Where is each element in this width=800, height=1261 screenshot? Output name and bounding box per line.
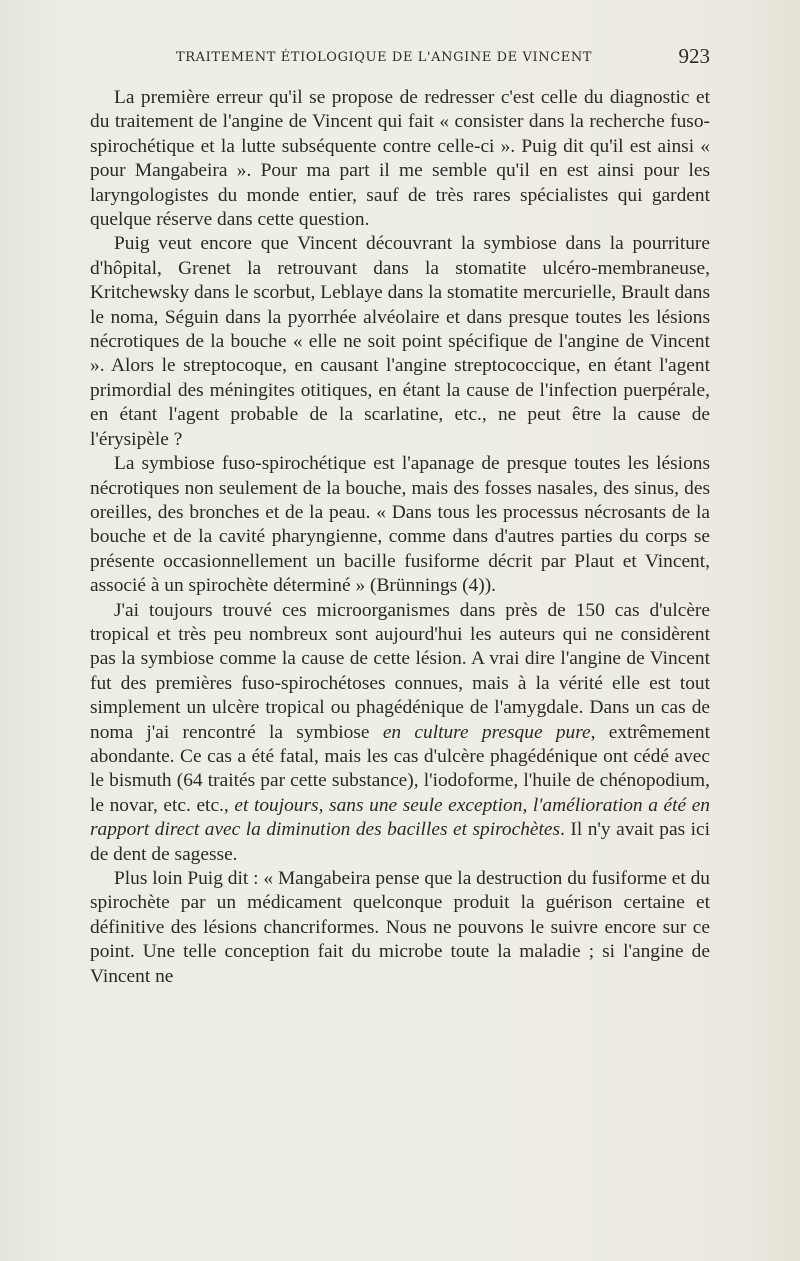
page-header	[90, 46, 710, 70]
paragraph	[90, 867, 710, 989]
text-run: La première erreur qu'il se propose de redresser c'est celle du diagnostic et du traitement de l'angine de Vincent qui fait « consister dans la recherche fuso-spirochétique et la lutte subséquente contre celle-ci ». Puig dit qu'il est ainsi « pour Mangabeira ». Pour ma part il me semble qu'il en est ainsi pour les laryngologistes du monde entier, sauf de très rares spécialistes qui gardent quelque réserve dans cette question.	[90, 87, 710, 231]
text-run: Plus loin Puig dit : « Mangabeira pense que la destruction du fusiforme et du spirochète par un médicament quelconque produit la guérison certaine et définitive des lésions chancriformes. Nous ne pouvons le suivre encore sur ce point. Une telle conception fait du microbe toute la maladie ; si l'angine de Vincent ne	[90, 868, 710, 987]
paragraph	[90, 599, 710, 867]
running-head: TRAITEMENT ÉTIOLOGIQUE DE L'ANGINE DE VINCENT	[176, 50, 593, 65]
body-text	[90, 86, 710, 989]
text-run: , extrêmement abondante. Ce cas a été fatal, mais les cas d'ulcère phagédénique ont cédé avec le bismuth (64 traités par cette substance), l'iodoforme, l'huile de chénopodium, le novar, etc. etc.,	[90, 721, 710, 816]
paragraph	[90, 232, 710, 452]
page-number: 923	[678, 44, 710, 68]
text-run: J'ai toujours trouvé ces microorganismes dans près de 150 cas d'ulcère tropical et très peu nombreux sont aujourd'hui les auteurs qui ne considèrent pas la symbiose comme la cause de cette lésion. A vrai dire l'angine de Vincent fut des premières fuso-spirochétoses connues, mais à la vérité elle est tout simplement un ulcère tropical ou phagédénique de l'amygdale. Dans un cas de noma j'ai rencontré la symbiose	[90, 599, 710, 743]
text-run: La symbiose fuso-spirochétique est l'apanage de presque toutes les lésions nécrotiques non seulement de la bouche, mais des fosses nasales, des sinus, des oreilles, des bronches et de la peau. « Dans tous les processus nécrosants de la bouche et de la cavité pharyngienne, comme dans d'autres parties du corps se présente occasionnellement un bacille fusiforme décrit par Plaut et Vincent, associé à un spirochète déterminé » (Brünnings (4)).	[90, 453, 710, 597]
paragraph	[90, 452, 710, 598]
text-run: Puig veut encore que Vincent découvrant la symbiose dans la pourriture d'hôpital, Grenet la retrouvant dans la stomatite ulcéro-membraneuse, Kritchewsky dans le scorbut, Leblaye dans la stomatite mercurielle, Brault dans le noma, Séguin dans la pyorrhée alvéolaire et dans presque toutes les lésions nécrotiques de la bouche « elle ne soit point spécifique de l'angine de Vincent ». Alors le streptocoque, en causant l'angine streptococcique, en étant l'agent primordial des méningites otitiques, en étant la cause de l'infection puerpérale, en étant l'agent probable de la scarlatine, etc., ne peut être la cause de l'érysipèle ?	[90, 233, 710, 450]
italic-text: et toujours, sans une seule exception, l'amélioration a été en rapport direct avec la diminution des bacilles et spirochètes	[90, 794, 710, 841]
paragraph	[90, 86, 710, 232]
italic-text: en culture presque pure	[382, 721, 591, 743]
text-run: . Il n'y avait pas ici de dent de sagesse.	[90, 819, 710, 865]
